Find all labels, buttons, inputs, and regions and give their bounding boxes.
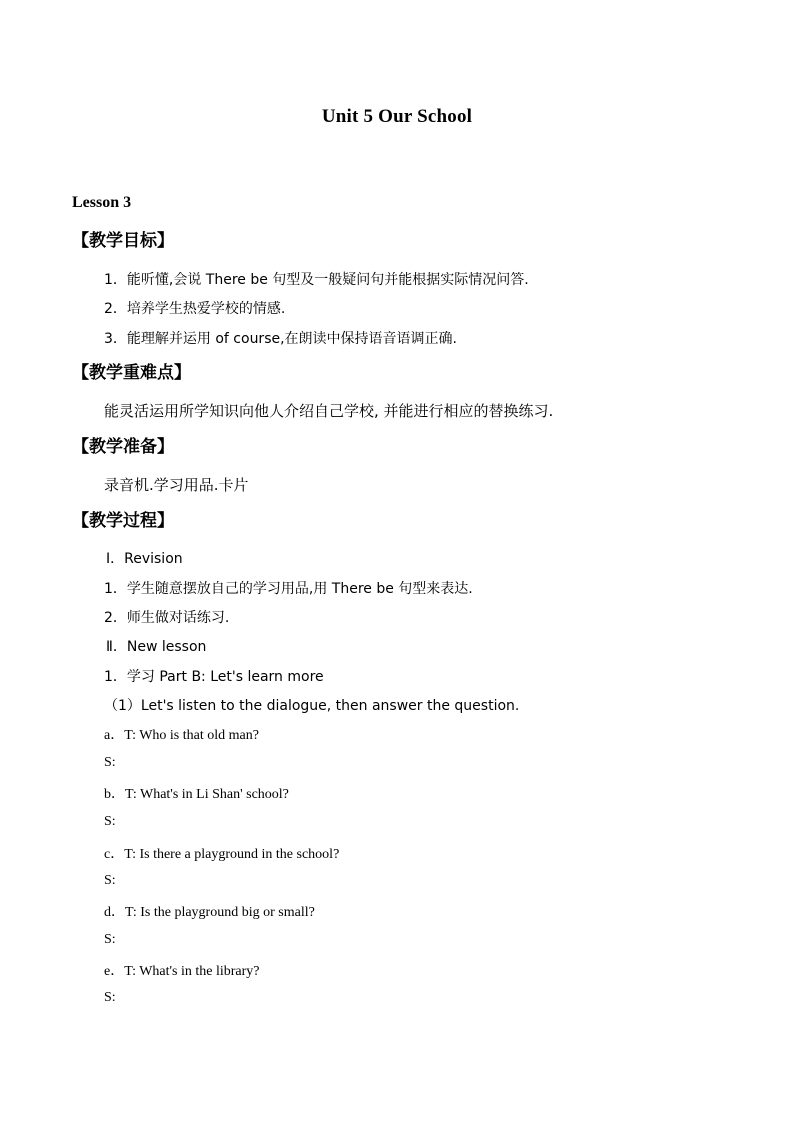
process-line: Ⅰ．Revision	[106, 551, 183, 567]
process-line: S:	[104, 932, 116, 947]
section-heading-objectives: 【教学目标】	[72, 231, 174, 251]
objective-item: 3．能理解并运用 of course,在朗读中保持语音语调正确.	[104, 331, 457, 347]
process-line: （1）Let's listen to the dialogue, then answer the question.	[104, 698, 520, 714]
process-line: a．T: Who is that old man?	[104, 728, 259, 743]
process-line: 1．学生随意摆放自己的学习用品,用 There be 句型来表达.	[104, 581, 473, 597]
process-line: S:	[104, 814, 116, 829]
process-line: S:	[104, 755, 116, 770]
document-title: Unit 5 Our School	[321, 106, 473, 127]
section-heading-process: 【教学过程】	[72, 511, 174, 531]
process-line: 2．师生做对话练习.	[104, 610, 230, 626]
key-points-text: 能灵活运用所学知识向他人介绍自己学校, 并能进行相应的替换练习.	[104, 402, 554, 420]
lesson-label: Lesson 3	[72, 194, 132, 211]
section-heading-key-points: 【教学重难点】	[72, 363, 191, 383]
process-line: d．T: Is the playground big or small?	[104, 905, 315, 920]
process-line: b．T: What's in Li Shan' school?	[104, 787, 289, 802]
section-heading-preparation: 【教学准备】	[72, 437, 174, 457]
process-line: c．T: Is there a playground in the school?	[104, 847, 340, 862]
process-line: S:	[104, 990, 116, 1005]
process-line: 1．学习 Part B: Let's learn more	[104, 669, 324, 685]
process-line: Ⅱ．New lesson	[106, 639, 207, 655]
preparation-text: 录音机.学习用品.卡片	[104, 476, 249, 494]
process-line: e．T: What's in the library?	[104, 964, 260, 979]
objective-item: 1．能听懂,会说 There be 句型及一般疑问句并能根据实际情况问答.	[104, 272, 529, 288]
objective-item: 2．培养学生热爱学校的情感.	[104, 301, 286, 317]
process-line: S:	[104, 873, 116, 888]
